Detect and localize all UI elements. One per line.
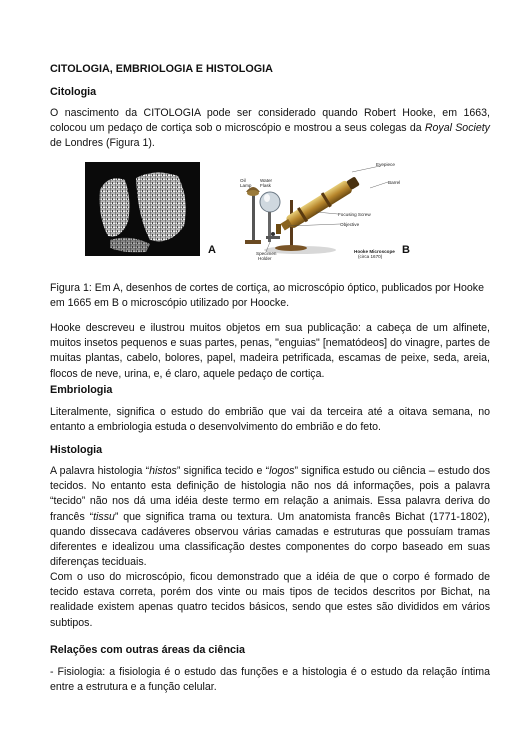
- paragraph-embriologia: Literalmente, significa o estudo do embrião que vai da terceira até a oitava semana, no entanto a embriologia estuda o desenvolvimento do embrião e do feto.: [50, 406, 490, 434]
- label-focusing-screw: Focusing Screw: [338, 212, 371, 217]
- figure-label-a: A: [208, 244, 216, 256]
- royal-society-emphasis: Royal Society: [424, 122, 490, 135]
- label-water-flask-line2: Flask: [260, 183, 271, 188]
- heading-citologia: Citologia: [50, 86, 97, 98]
- heading-embriologia: Embriologia: [50, 384, 113, 396]
- paragraph-histologia-microscope: Com o uso do microscópio, ficou demonstrado que a idéia de que o corpo é formado de tecido estava correta, porém dos vinte ou mais tipos de tecidos descritos por Bichat, na realidade existem apenas quatro tecidos básicos, sendo que estes são divididos em vários subtipos.: [50, 571, 490, 629]
- label-specimen-holder-line1: Specimen: [256, 251, 277, 256]
- label-oil-lamp-line2: Lamp: [240, 183, 252, 188]
- text-run: ” significa estudo ou ciência – estudo dos tecidos. No entanto esta definição de histologia não nos dá informações, pois a palavra “tecido” não nos dá uma idéia deste termo em relação a animais. Essa palavra deriva do francês “: [50, 465, 491, 523]
- label-oil-lamp-line1: Oil: [240, 178, 246, 183]
- heading-histologia: Histologia: [50, 444, 103, 456]
- paragraph-hooke-objects: Hooke descreveu e ilustrou muitos objetos em sua publicação: a cabeça de um alfinete, muitos insetos pequenos e suas partes, penas, "enguias" [nematódeos] do vinagre, partes de muitas plantas, cabelo, bolores, papel, madeira petrificada, escamas de peixe, seda, areia, flocos de neve, urina, e, é claro, aquele pedaço de cortiça.: [50, 322, 490, 380]
- figure-label-b: B: [402, 244, 410, 256]
- figure-illustration: [80, 160, 440, 260]
- text-run: ” significa tecido e “: [176, 465, 270, 477]
- text-run: O nascimento da CITOLOGIA pode ser considerado quando Robert Hooke, em 1663, colocou um pedaço de cortiça sob o microscópio e mostrou a seus colegas da: [50, 107, 490, 135]
- text-run: de Londres (Figura 1).: [50, 137, 155, 150]
- figure-1: [80, 160, 440, 260]
- label-specimen-holder-line2: Holder: [258, 256, 272, 260]
- paragraph-histologia-definition: [50, 464, 490, 570]
- text-run: A palavra histologia “: [50, 465, 150, 477]
- paragraph-fisiologia: - Fisiologia: a fisiologia é o estudo das funções e a histologia é o estudo da relação íntima entre a estrutura e a função celular.: [50, 666, 490, 694]
- logos-emphasis: logos: [269, 465, 295, 477]
- label-water-flask-line1: Water: [260, 178, 273, 183]
- label-barrel: Barrel: [388, 180, 401, 185]
- text-run: ” que significa trama ou textura. Um anatomista francês Bichat (1771-1802), quando dissecava cadáveres observou várias camadas e estruturas que possuíam tramas diferentes e idealizou uma classificação destes componentes do corpo baseado em suas diferenças teciduais.: [50, 510, 490, 569]
- cork-cells-drawing: [85, 162, 200, 256]
- label-objective: Objective: [340, 222, 360, 227]
- document-title: CITOLOGIA, EMBRIOLOGIA E HISTOLOGIA: [50, 63, 273, 75]
- paragraph-citologia-intro: [50, 106, 490, 152]
- tissu-emphasis: tissu: [93, 510, 115, 523]
- label-circa: (circa 1670): [358, 254, 383, 259]
- histos-emphasis: histos: [149, 465, 177, 477]
- label-hooke-microscope: Hooke Microscope: [354, 249, 395, 254]
- figure-1-caption: Figura 1: Em A, desenhos de cortes de cortiça, ao microscópio óptico, publicados por Hooke em 1665 em B o microscópio utilizado por Hoocke.: [50, 282, 484, 310]
- label-eyepiece: Eyepiece: [376, 162, 395, 167]
- heading-relacoes: Relações com outras áreas da ciência: [50, 644, 246, 656]
